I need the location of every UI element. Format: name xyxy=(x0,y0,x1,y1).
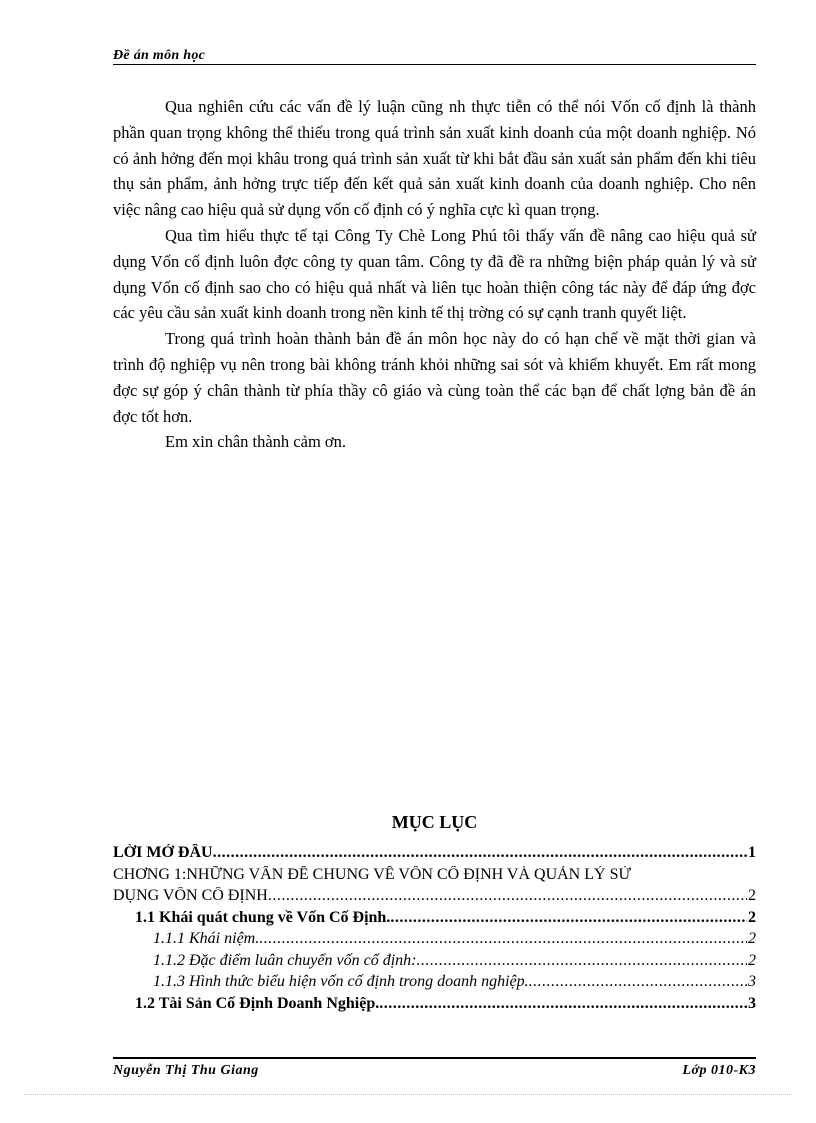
toc-page-number: 2 xyxy=(748,908,756,926)
toc-title: MỤC LỤC xyxy=(391,812,478,832)
toc-page-number: 2 xyxy=(748,887,756,904)
toc-entry-intro[interactable] xyxy=(113,844,756,866)
toc-entry-label: LỜI MỞ ĐẦU xyxy=(113,844,213,861)
page-bottom-edge xyxy=(24,1094,792,1095)
toc-page-number: 2 xyxy=(748,930,756,947)
toc-page-number: 3 xyxy=(748,973,756,990)
toc-entry-label: 1.1.3 Hình thức biểu hiện vốn cố định trong doanh nghiệp. xyxy=(153,973,529,990)
toc-entry-section[interactable] xyxy=(113,995,756,1017)
conclusion-body xyxy=(113,94,756,455)
toc-entry-label: 1.1.2 Đặc điểm luân chuyển vốn cố định: xyxy=(153,951,417,969)
footer-author: Nguyễn Thị Thu Giang xyxy=(113,1063,259,1078)
toc-leader-dots xyxy=(259,930,747,948)
table-of-contents xyxy=(113,844,756,1016)
closing-line: Em xin chân thành cảm ơn. xyxy=(165,432,347,452)
toc-entry-chapter-1[interactable] xyxy=(113,887,756,909)
page-footer xyxy=(113,1057,756,1079)
toc-entry-subsection[interactable] xyxy=(113,952,756,974)
toc-entry-label: 1.1 Khái quát chung về Vốn Cố Định. xyxy=(135,908,391,926)
toc-chapter-title-line1[interactable]: CHƠNG 1:NHỮNG VẤN ĐỀ CHUNG VỀ VỐN CỐ ĐỊNH VÀ QUẢN LÝ SỬ xyxy=(113,865,631,883)
toc-page-number: 3 xyxy=(748,994,756,1012)
toc-leader-dots xyxy=(390,909,747,927)
header-title: Đề án môn học xyxy=(113,48,206,63)
toc-entry-section[interactable] xyxy=(113,909,756,931)
toc-leader-dots xyxy=(529,973,747,991)
paragraph: Trong quá trình hoàn thành bản đề án môn học này do có hạn chế về mặt thời gian và trình độ nghiệp vụ nên trong bài không tránh khỏi những sai sót và khiếm khuyết. Em rất mong đợc sự góp ý chân thành từ phía thầy cô giáo và cùng toàn thể các bạn để chất lợng bản đề án đợc tốt hơn. xyxy=(113,329,756,426)
toc-leader-dots xyxy=(379,995,747,1013)
paragraph: Qua nghiên cứu các vấn đề lý luận cũng nh thực tiễn có thể nói Vốn cố định là thành phần quan trọng không thể thiếu trong quá trình sản xuất kinh doanh của một doanh nghiệp. Nó có ảnh hởng đến mọi khâu trong quá trình sản xuất từ khi bắt đầu sản xuất sản phẩm đến khi tiêu thụ sản phẩm, ảnh hởng trực tiếp đến kết quả sản xuất kinh doanh của doanh nghiệp. Cho nên việc nâng cao hiệu quả sử dụng vốn cố định có ý nghĩa cực kì quan trọng. xyxy=(113,97,756,220)
toc-leader-dots xyxy=(213,844,747,862)
toc-leader-dots xyxy=(416,952,747,970)
toc-leader-dots xyxy=(268,887,747,905)
toc-entry-label: DỤNG VỐN CỐ ĐỊNH xyxy=(113,887,268,904)
page-header xyxy=(113,46,756,65)
toc-entry-subsection[interactable] xyxy=(113,973,756,995)
footer-class: Lớp 010-K3 xyxy=(682,1063,756,1078)
toc-entry-subsection[interactable] xyxy=(113,930,756,952)
toc-entry-label: 1.1.1 Khái niệm. xyxy=(153,930,260,947)
toc-page-number: 2 xyxy=(748,951,756,969)
toc-page-number: 1 xyxy=(748,844,756,861)
toc-entry-label: 1.2 Tài Sản Cố Định Doanh Nghiệp. xyxy=(135,994,380,1012)
paragraph: Qua tìm hiểu thực tế tại Công Ty Chè Long Phú tôi thấy vấn đề nâng cao hiệu quả sử dụng Vốn cố định luôn đợc công ty quan tâm. Công ty đã đề ra những biện pháp quản lý và sử dụng Vốn cố định sao cho có hiệu quả nhất và liên tục hoàn thiện công tác này để đáp ứng đợc các yêu cầu sản xuất kinh doanh trong nền kinh tế thị trờng có sự cạnh tranh quyết liệt. xyxy=(113,225,756,323)
